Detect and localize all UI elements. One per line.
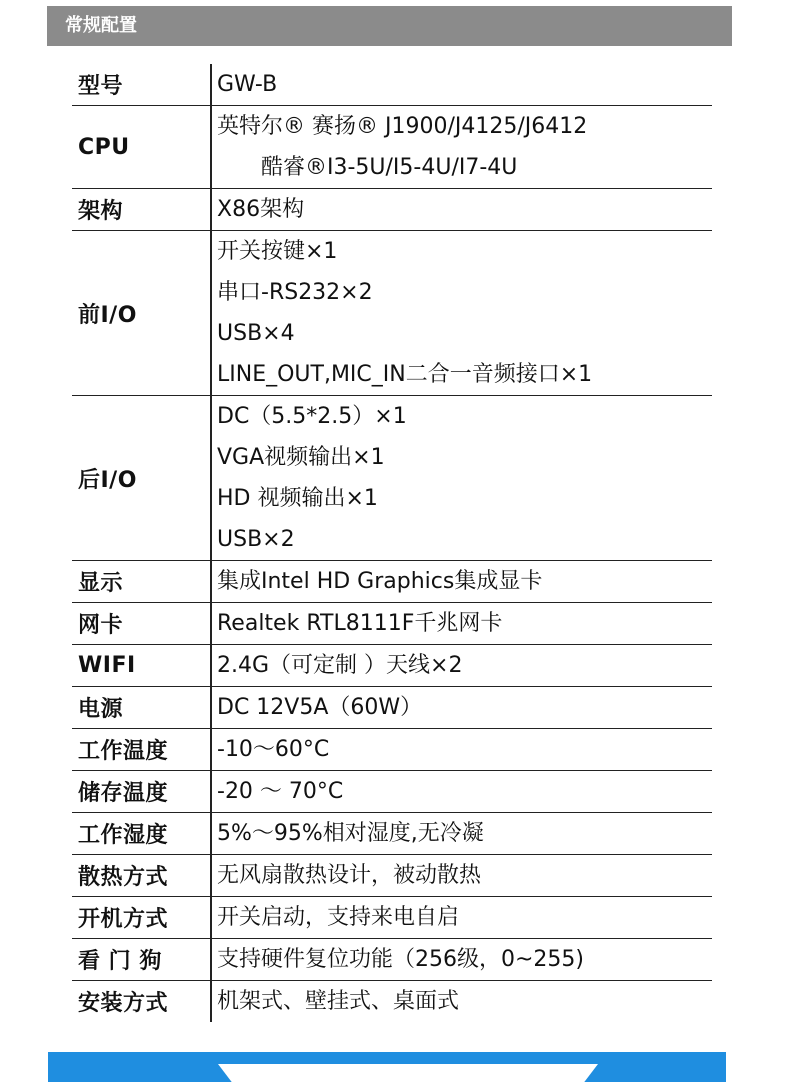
spec-value-line: 支持硬件复位功能（256级，0~255) xyxy=(217,947,584,972)
spec-label: 开机方式 xyxy=(72,897,211,939)
spec-row-front-io xyxy=(72,231,712,396)
section-title: 常规配置 xyxy=(65,15,137,36)
spec-row-wifi xyxy=(72,645,712,687)
spec-value-line: DC（5.5*2.5）×1 xyxy=(217,404,407,429)
spec-value-line: DC 12V5A（60W） xyxy=(217,695,423,720)
spec-value xyxy=(211,645,712,687)
footer-banner-notch xyxy=(218,1064,598,1082)
spec-label: 储存温度 xyxy=(72,771,211,813)
spec-row-power xyxy=(72,687,712,729)
spec-label: 电源 xyxy=(72,687,211,729)
spec-value xyxy=(211,64,712,106)
spec-label: 看 门 狗 xyxy=(72,939,211,981)
spec-value-line: 集成Intel HD Graphics集成显卡 xyxy=(217,569,543,594)
spec-value xyxy=(211,939,712,981)
spec-row-cpu xyxy=(72,106,712,189)
spec-label: 型号 xyxy=(72,64,211,106)
spec-value-line: 开关按键×1 xyxy=(217,239,338,264)
spec-value-line: 酷睿®I3-5U/I5-4U/I7-4U xyxy=(261,155,518,180)
spec-value xyxy=(211,855,712,897)
spec-value xyxy=(211,729,712,771)
spec-row-operating-temp xyxy=(72,729,712,771)
spec-label: WIFI xyxy=(72,645,211,687)
spec-row-mounting xyxy=(72,981,712,1023)
spec-row-display xyxy=(72,561,712,603)
spec-label: 工作温度 xyxy=(72,729,211,771)
spec-label: 散热方式 xyxy=(72,855,211,897)
spec-label: 前I/O xyxy=(72,231,211,396)
spec-value-line: 串口-RS232×2 xyxy=(217,280,373,305)
spec-value-line: -20 ～ 70°C xyxy=(217,779,344,804)
spec-label: CPU xyxy=(72,106,211,189)
spec-row-architecture xyxy=(72,189,712,231)
spec-value-line: VGA视频输出×1 xyxy=(217,445,385,470)
spec-label: 后I/O xyxy=(72,396,211,561)
spec-row-rear-io xyxy=(72,396,712,561)
spec-value xyxy=(211,231,712,396)
spec-value-line: 机架式、壁挂式、桌面式 xyxy=(217,989,460,1014)
spec-label: 安装方式 xyxy=(72,981,211,1023)
spec-value-line: 2.4G（可定制 ）天线×2 xyxy=(217,653,463,678)
spec-value-line: 5%～95%相对湿度,无冷凝 xyxy=(217,821,484,846)
spec-row-network xyxy=(72,603,712,645)
spec-value-line: LINE_OUT,MIC_IN二合一音频接口×1 xyxy=(217,362,593,387)
spec-value xyxy=(211,897,712,939)
spec-value-line: Realtek RTL8111F千兆网卡 xyxy=(217,611,503,636)
spec-label: 网卡 xyxy=(72,603,211,645)
footer-section-banner xyxy=(48,1052,726,1082)
spec-value xyxy=(211,771,712,813)
spec-value-line: -10～60°C xyxy=(217,737,330,762)
spec-value-line: GW-B xyxy=(217,72,278,97)
spec-table xyxy=(72,64,712,1022)
spec-value xyxy=(211,561,712,603)
spec-value-line: HD 视频输出×1 xyxy=(217,486,378,511)
spec-label: 工作湿度 xyxy=(72,813,211,855)
spec-value xyxy=(211,189,712,231)
spec-value-line: USB×2 xyxy=(217,527,295,552)
spec-row-boot-mode xyxy=(72,897,712,939)
spec-value-line: 开关启动，支持来电自启 xyxy=(217,905,460,930)
spec-value-line: X86架构 xyxy=(217,197,305,222)
spec-value xyxy=(211,687,712,729)
spec-row-model xyxy=(72,64,712,106)
spec-value xyxy=(211,106,712,189)
spec-value-line: USB×4 xyxy=(217,321,295,346)
spec-row-cooling xyxy=(72,855,712,897)
spec-value-line: 无风扇散热设计，被动散热 xyxy=(217,863,482,888)
spec-row-storage-temp xyxy=(72,771,712,813)
spec-row-humidity xyxy=(72,813,712,855)
spec-value xyxy=(211,396,712,561)
spec-value-line: 英特尔® 赛扬® J1900/J4125/J6412 xyxy=(217,114,588,139)
spec-value xyxy=(211,813,712,855)
spec-value xyxy=(211,603,712,645)
spec-label: 显示 xyxy=(72,561,211,603)
spec-row-watchdog xyxy=(72,939,712,981)
spec-value xyxy=(211,981,712,1023)
section-header xyxy=(47,6,732,46)
spec-label: 架构 xyxy=(72,189,211,231)
